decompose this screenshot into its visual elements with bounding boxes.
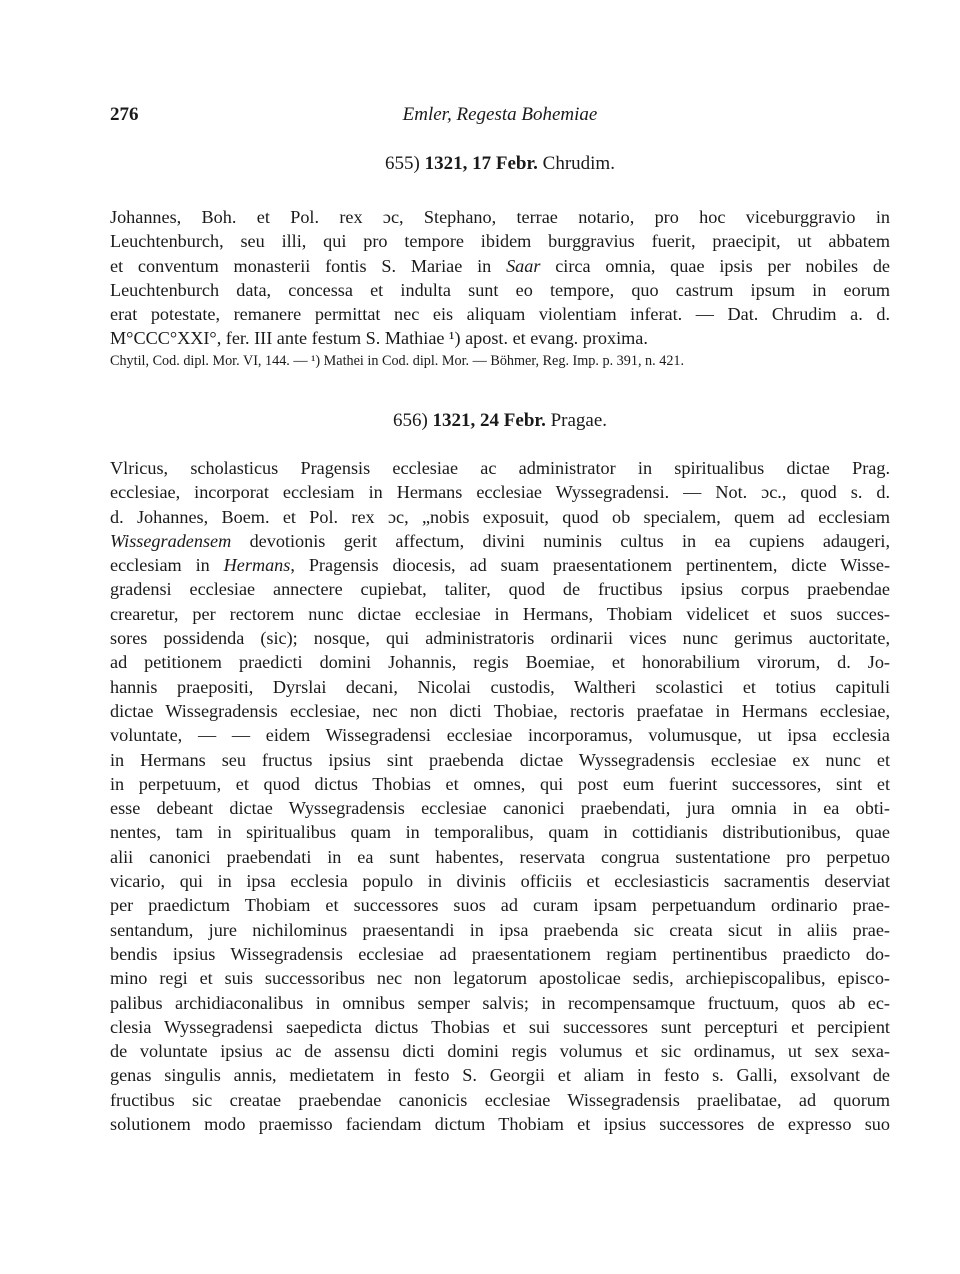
text-line: in perpetuum, et quod dictus Thobias et omnes, qui post eum fuerint successores, sint et (110, 773, 890, 794)
entry-655-text (110, 205, 890, 351)
text-line: vicario, qui in ipsa ecclesia populo in divinis officiis et ecclesiasticis sacramentis deserviat (110, 871, 890, 892)
text-line (110, 553, 890, 577)
entry-655-source-note: Chytil, Cod. dipl. Mor. VI, 144. — ¹) Mathei in Cod. dipl. Mor. — Böhmer, Reg. Imp. p. 391, n. 421. (110, 353, 685, 369)
text-line (110, 529, 890, 553)
text-line: dictae Wissegradensis ecclesiae, nec non dicti Thobiae, rectoris praefatae in Hermans ecclesiae, (110, 700, 890, 721)
text-line: ad petitionem praedicti domini Johannis, regis Boemiae, et honorabilium virorum, d. Jo- (110, 652, 890, 673)
text-line: clesia Wyssegradensi saepedicta dictus Thobias et sui successores sunt percepturi et percipient (110, 1016, 890, 1037)
text-line: genas singulis annis, medietatem in festo S. Georgii et aliam in festo s. Galli, exsolvant de (110, 1065, 890, 1086)
text-line: mino regi et suis successoribus nec non legatorum apostolicae sedis, archiepiscopalibus, episco- (110, 968, 890, 989)
entry-656-text (110, 456, 890, 1136)
text-segment: et conventum monasterii fontis S. Mariae in (110, 255, 507, 276)
place-name-italic: Saar (506, 255, 541, 276)
text-line: Johannes, Boh. et Pol. rex ɔc, Stephano, terrae notario, pro hoc viceburggravio in (110, 207, 890, 227)
entry-number: 656) (392, 410, 428, 431)
page-number: 276 (110, 104, 139, 125)
text-line: ecclesiae, incorporat ecclesiam in Hermans ecclesiae Wyssegradensi. — Not. ɔc., quod s. d. (110, 482, 890, 503)
running-title: Emler, Regesta Bohemiae (402, 104, 598, 125)
text-line: voluntate, — — eidem Wissegradensi ecclesiae incorporamus, volumusque, ut ipsa ecclesia (110, 725, 890, 746)
text-line: crearetur, per rectorem nunc dictae ecclesiae in Hermans, Thobiam videlicet et suos succes- (110, 603, 890, 624)
text-line: gradensi ecclesiae annectere cupiebat, taliter, quod de fructibus ipsius corpus praebendae (110, 579, 890, 600)
entry-number: 655) (385, 153, 420, 174)
entry-656-heading (110, 408, 890, 434)
text-segment: , Pragensis diocesis, ad suam praesentationem pertinentem, dicte Wisse- (290, 555, 890, 576)
entry-date: 1321, 24 Febr. (432, 410, 546, 431)
text-line: per praedictum Thobiam et successores suos ad curam ipsam perpetuandum ordinario prae- (110, 895, 890, 916)
text-line: Vlricus, scholasticus Pragensis ecclesiae ac administrator in spiritualibus dictae Prag. (110, 458, 890, 478)
entry-655-heading (110, 151, 890, 177)
text-line: hannis praepositi, Dyrslai decani, Nicolai custodis, Waltheri scolastici et totius capituli (110, 676, 890, 697)
text-line: sores possidenda (sic); nosque, qui administratoris ordinarii vices nunc gerimus auctoritate, (110, 628, 890, 649)
text-line: bendis ipsius Wissegradensis ecclesiae ad praesentationem regiam pertinentibus praedicto do- (110, 943, 890, 964)
entry-656-continuation (110, 577, 890, 1136)
text-segment: circa omnia, quae ipsis per nobiles de (540, 255, 891, 276)
entry-date: 1321, 17 Febr. (424, 153, 538, 174)
entry-place: Chrudim. (542, 153, 615, 174)
text-line: erat potestate, remanere permittat nec eis aliquam violentiam inferat. — Dat. Chrudim a. d. (110, 304, 890, 325)
place-name-italic: Hermans (223, 555, 291, 576)
text-line: M°CCC°XXI°, fer. III ante festum S. Mathiae ¹) apost. et evang. proxima. (110, 328, 648, 349)
text-line: Leuchtenburch, seu illi, qui pro tempore ibidem burggravius fuerit, praecipit, ut abbatem (110, 231, 890, 252)
text-line: sentandum, jure nichilominus praesentandi in ipsa praebenda sic creata sicut in aliis prae- (110, 919, 890, 940)
text-segment: ecclesiam in (110, 555, 224, 576)
text-line: alii canonici praebendati in ea sunt habentes, reservata congrua sustentatione pro perpetuo (110, 846, 890, 867)
text-line: nentes, tam in spiritualibus quam in temporalibus, quam in cottidianis distributionibus, quae (110, 822, 890, 843)
text-line: d. Johannes, Boem. et Pol. rex ɔc, „nobis exposuit, quod ob specialem, quem ad ecclesiam (110, 506, 890, 527)
text-segment: devotionis gerit affectum, divini numinis cultus in ea cupiens adaugeri, (231, 530, 890, 551)
text-line: fructibus sic creatae praebendae canonicis ecclesiae Wissegradensis praelibatae, ad quorum (110, 1089, 890, 1110)
text-line: Leuchtenburch data, concessa et indulta sunt eo tempore, quo castrum ipsum in eorum (110, 279, 890, 300)
name-italic: Wissegradensem (110, 530, 232, 551)
text-line (110, 254, 890, 278)
text-line: de voluntate ipsius ac de assensu dicti domini regis volumus et sic ordinamus, ut sex sexa- (110, 1041, 890, 1062)
text-line: in Hermans seu fructus ipsius sint praebenda dictae Wyssegradensis ecclesiae ex nunc et (110, 749, 890, 770)
running-head (110, 104, 890, 134)
text-line: solutionem modo praemisso faciendam dictum Thobiam et ipsius successores de expresso suo (110, 1114, 890, 1135)
text-line: esse debeant dictae Wyssegradensis ecclesiae canonici praebendati, jura omnia in ea obti- (110, 798, 890, 819)
entry-place: Pragae. (550, 410, 608, 431)
text-line: palibus archidiaconalibus in omnibus semper salvis; in recompensamque fructuum, quos ab ec- (110, 992, 890, 1013)
